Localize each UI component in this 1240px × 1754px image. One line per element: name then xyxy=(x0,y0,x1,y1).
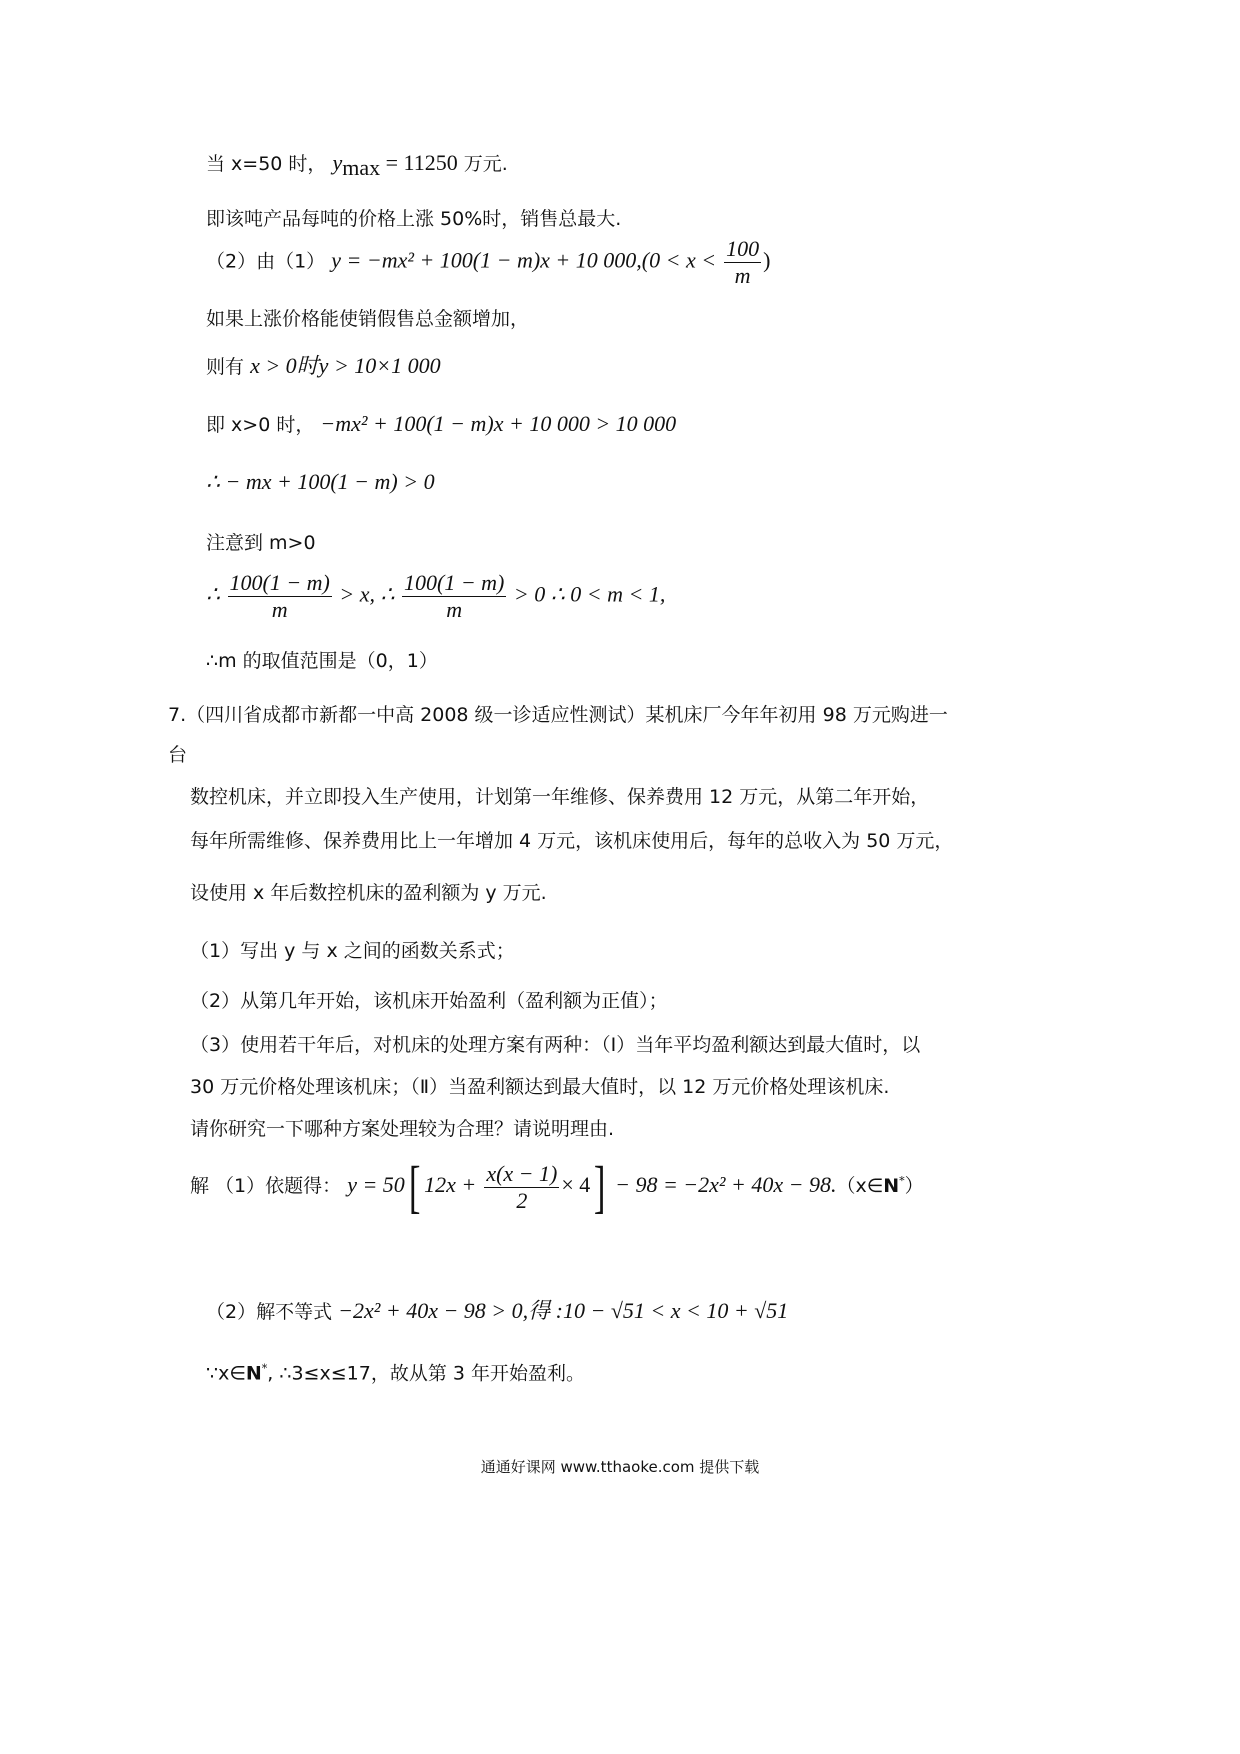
text: 万元. xyxy=(457,153,508,175)
line-inequality-4 xyxy=(206,570,665,623)
numerator: 100 xyxy=(726,236,760,261)
solution-part-1 xyxy=(190,1154,924,1219)
math-expression: y = −mx² + 100(1 − m)x + 10 000,(0 < x < xyxy=(331,247,717,273)
text: , ∴3≤x≤17，故从第 3 年开始盈利。 xyxy=(267,1362,585,1385)
math-expression: −2x² + 40x − 98 > 0,得 :10 − √51 < x < 10 + √51 xyxy=(338,1298,789,1323)
text: 当 x=50 时， xyxy=(206,153,327,175)
math-expression: × 4 xyxy=(561,1172,591,1197)
line-ymax xyxy=(206,150,508,181)
math-expression: > 0 ∴ 0 < m < 1, xyxy=(513,581,666,607)
math-expression: 12x + xyxy=(424,1172,477,1197)
naturals-symbol: N xyxy=(245,1362,262,1385)
numerator: 100(1 − m) xyxy=(404,570,505,595)
question-part-1: （1）写出 y 与 x 之间的函数关系式； xyxy=(190,940,515,962)
text: ∵x∈ xyxy=(206,1362,246,1385)
line-conclusion: 即该吨产品每吨的价格上涨 50%时，销售总最大. xyxy=(206,208,622,230)
math-expression: − 98 = −2x² + 40x − 98. xyxy=(609,1172,837,1197)
superscript: * xyxy=(261,1362,268,1375)
math-y: y xyxy=(332,150,343,175)
solution-part-2-conclusion xyxy=(206,1356,585,1386)
text: （2）由（1） xyxy=(206,250,326,273)
text: 解 （1）依题得： xyxy=(190,1175,342,1197)
line-condition: 如果上涨价格能使销假售总金额增加， xyxy=(206,308,530,330)
page-footer: 通通好课网 www.tthaoke.com 提供下载 xyxy=(480,1458,760,1476)
question-part-2: （2）从第几年开始，该机床开始盈利（盈利额为正值）； xyxy=(190,990,668,1012)
text: 即 x>0 时， xyxy=(206,414,315,436)
line-inequality-3: ∴ − mx + 100(1 − m) > 0 xyxy=(206,469,435,494)
fraction xyxy=(724,236,761,289)
math-expression: y = 50 xyxy=(347,1172,405,1197)
denominator: m xyxy=(734,263,751,288)
math-close: ) xyxy=(763,247,771,273)
question-part-3: （3）使用若干年后，对机床的处理方案有两种：（Ⅰ）当年平均盈利额达到最大值时，以 xyxy=(190,1034,921,1056)
left-bracket: [ xyxy=(408,1154,421,1219)
fraction xyxy=(228,570,332,623)
fraction xyxy=(402,570,506,623)
math-eq: = 11250 xyxy=(380,150,458,175)
text: ） xyxy=(904,1175,924,1197)
math-sub: max xyxy=(342,154,381,180)
denominator: 2 xyxy=(516,1187,528,1213)
question-part-3: 请你研究一下哪种方案处理较为合理？请说明理由. xyxy=(190,1118,615,1140)
naturals-symbol: N xyxy=(883,1175,900,1197)
line-note: 注意到 m>0 xyxy=(206,532,316,554)
right-bracket: ] xyxy=(594,1154,606,1219)
question-7-text: 设使用 x 年后数控机床的盈利额为 y 万元. xyxy=(190,882,547,904)
text: （x∈ xyxy=(836,1175,884,1197)
math-expression: x > 0时y > 10×1 000 xyxy=(250,353,441,378)
question-7-text: 数控机床，并立即投入生产使用，计划第一年维修、保养费用 12 万元，从第二年开始， xyxy=(190,786,930,808)
text: 则有 xyxy=(206,356,245,378)
line-part2-formula xyxy=(206,236,770,289)
question-7-header: 7.（四川省成都市新都一中高 2008 级一诊适应性测试）某机床厂今年年初用 98 万元购进一 xyxy=(168,704,948,726)
numerator: x(x − 1) xyxy=(486,1160,558,1186)
denominator: m xyxy=(446,597,463,622)
denominator: m xyxy=(271,597,288,622)
math-therefore: ∴ xyxy=(206,581,220,607)
line-range: ∴m 的取值范围是（0，1） xyxy=(206,650,438,672)
solution-part-2 xyxy=(206,1298,788,1325)
math-expression: > x, ∴ xyxy=(339,581,395,607)
question-part-3: 30 万元价格处理该机床；（Ⅱ）当盈利额达到最大值时，以 12 万元价格处理该机床. xyxy=(190,1076,890,1098)
superscript: * xyxy=(899,1174,905,1188)
question-7-header-wrap: 台 xyxy=(168,744,188,766)
text: （2）解不等式 xyxy=(206,1301,333,1323)
question-7-text: 每年所需维修、保养费用比上一年增加 4 万元，该机床使用后，每年的总收入为 50 万元， xyxy=(190,830,954,852)
numerator: 100(1 − m) xyxy=(229,570,330,595)
fraction xyxy=(484,1161,559,1214)
line-inequality-1 xyxy=(206,353,441,380)
line-inequality-2 xyxy=(206,411,676,438)
math-expression: −mx² + 100(1 − m)x + 10 000 > 10 000 xyxy=(320,411,677,436)
